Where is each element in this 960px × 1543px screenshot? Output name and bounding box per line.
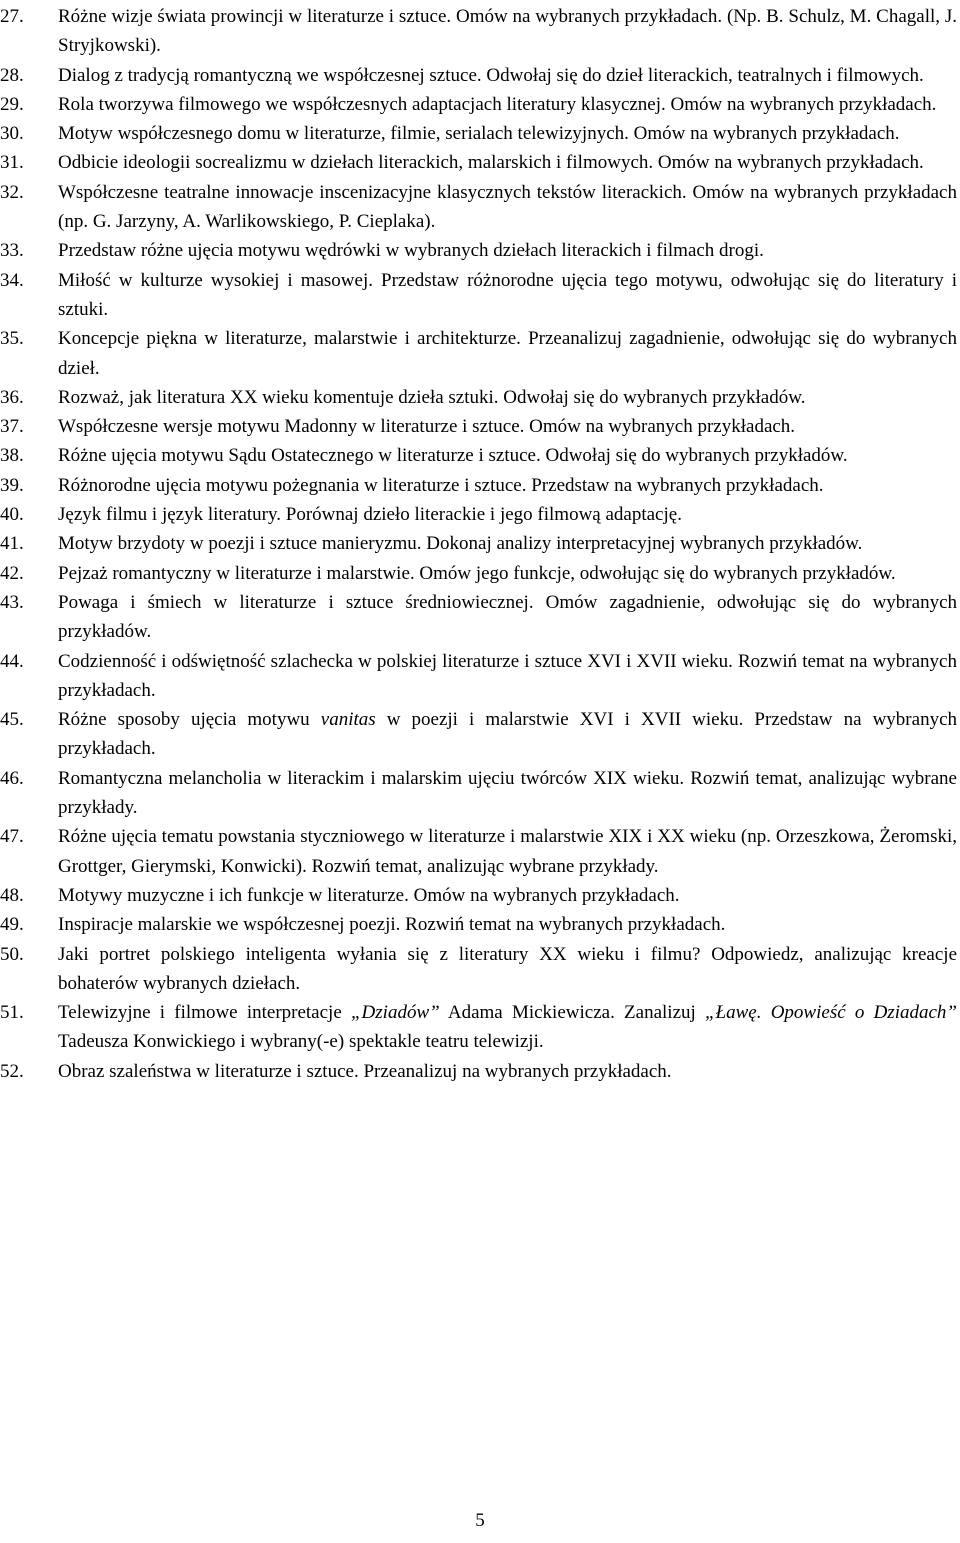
list-item [0, 412, 957, 441]
item-text: Jaki portret polskiego inteligenta wyłania się z literatury XX wieku i filmu? Odpowiedz, analizując kreacje bohaterów wybranych dziełach. [58, 943, 957, 994]
item-number: 50. [0, 943, 24, 965]
list-item [0, 471, 957, 500]
list-item [0, 148, 957, 177]
item-number: 34. [0, 269, 24, 291]
item-number: 32. [0, 181, 24, 203]
item-text: Obraz szaleństwa w literaturze i sztuce. Przeanalizuj na wybranych przykładach. [58, 1060, 672, 1082]
item-number: 29. [0, 93, 24, 115]
item-text: w poezji i malarstwie XVI i XVII wieku. Przedstaw na wybranych przykładach. [58, 709, 958, 760]
item-text: Różnorodne ujęcia motywu pożegnania w literaturze i sztuce. Przedstaw na wybranych przykładach. [58, 474, 824, 496]
item-number: 37. [0, 416, 24, 438]
item-text: Różne wizje świata prowincji w literaturze i sztuce. Omów na wybranych przykładach. (Np. B. Schulz, M. Chagall, J. Stryjkowski). [58, 6, 957, 57]
item-text: Telewizyjne i filmowe interpretacje [58, 1002, 351, 1024]
item-text: Dialog z tradycją romantyczną we współczesnej sztuce. Odwołaj się do dzieł literackich, teatralnych i filmowych. [58, 64, 924, 86]
item-number: 44. [0, 650, 24, 672]
list-item [0, 236, 957, 265]
item-number: 40. [0, 504, 24, 526]
list-item [0, 705, 958, 764]
item-text: Motyw współczesnego domu w literaturze, filmie, serialach telewizyjnych. Omów na wybranych przykładach. [58, 123, 900, 145]
item-number: 30. [0, 123, 24, 145]
list-item [0, 2, 957, 61]
item-text: Koncepcje piękna w literaturze, malarstwie i architekturze. Przeanalizuj zagadnienie, odwołując się do wybranych dzieł. [58, 328, 957, 379]
list-item [0, 588, 957, 647]
list-item [0, 178, 957, 237]
italic-title-text: vanitas [320, 709, 376, 731]
list-item [0, 324, 957, 383]
item-text: Miłość w kulturze wysokiej i masowej. Przedstaw różnorodne ujęcia tego motywu, odwołując się do literatury i sztuki. [58, 269, 957, 320]
italic-title-text: „Dziadów” [350, 1002, 440, 1024]
item-number: 36. [0, 386, 24, 408]
item-number: 47. [0, 826, 24, 848]
item-text: Powaga i śmiech w literaturze i sztuce średniowiecznej. Omów zagadnienie, odwołując się do wybranych przykładów. [58, 591, 957, 643]
item-number: 46. [0, 767, 24, 789]
item-number: 43. [0, 591, 24, 613]
list-item [0, 647, 957, 706]
list-item [0, 822, 957, 881]
item-text: Rola tworzywa filmowego we współczesnych adaptacjach literatury klasycznej. Omów na wybranych przykładach. [58, 93, 937, 115]
italic-title-text: „Ławę. Opowieść o Dziadach” [705, 1002, 957, 1024]
item-text: Różne ujęcia motywu Sądu Ostatecznego w literaturze i sztuce. Odwołaj się do wybranych przykładów. [58, 445, 848, 467]
item-number: 31. [0, 152, 24, 174]
item-number: 28. [0, 64, 24, 86]
item-number: 33. [0, 240, 24, 262]
item-text: Motyw brzydoty w poezji i sztuce manieryzmu. Dokonaj analizy interpretacyjnej wybranych przykładów. [58, 533, 863, 555]
item-number: 42. [0, 562, 24, 584]
topic-list [0, 2, 958, 1086]
item-number: 38. [0, 445, 24, 467]
item-text: Pejzaż romantyczny w literaturze i malarstwie. Omów jego funkcje, odwołując się do wybranych przykładów. [58, 562, 896, 584]
page-number: 5 [475, 1510, 485, 1531]
item-text: Język filmu i język literatury. Porównaj dzieło literackie i jego filmową adaptację. [58, 504, 682, 526]
item-text: Różne ujęcia tematu powstania styczniowego w literaturze i malarstwie XIX i XX wieku (np. Orzeszkowa, Żeromski, Grottger, Gierymski, Konwicki). Rozwiń temat, analizując wybrane przykłady. [58, 826, 957, 877]
item-number: 39. [0, 474, 24, 496]
list-item [0, 61, 957, 90]
item-text: Współczesne wersje motywu Madonny w literaturze i sztuce. Omów na wybranych przykładach. [58, 416, 796, 438]
list-item [0, 500, 957, 529]
list-item [0, 1057, 957, 1086]
list-item [0, 90, 957, 119]
list-item [0, 119, 957, 148]
item-text: Rozważ, jak literatura XX wieku komentuje dzieła sztuki. Odwołaj się do wybranych przykładów. [58, 386, 806, 408]
list-item [0, 266, 957, 325]
list-item [0, 881, 957, 910]
item-text: Romantyczna melancholia w literackim i malarskim ujęciu twórców XIX wieku. Rozwiń temat, analizując wybrane przykłady. [58, 767, 957, 819]
list-item [0, 383, 957, 412]
item-number: 48. [0, 884, 24, 906]
item-text: Inspiracje malarskie we współczesnej poezji. Rozwiń temat na wybranych przykładach. [58, 914, 726, 936]
list-item [0, 441, 957, 470]
item-text: Przedstaw różne ujęcia motywu wędrówki w wybranych dziełach literackich i filmach drogi. [58, 240, 764, 262]
list-item [0, 910, 957, 939]
item-number: 52. [0, 1060, 24, 1082]
item-text: Codzienność i odświętność szlachecka w polskiej literaturze i sztuce XVI i XVII wieku. Rozwiń temat na wybranych przykładach. [58, 650, 957, 701]
item-number: 41. [0, 533, 24, 555]
list-item [0, 998, 957, 1057]
item-text: Współczesne teatralne innowacje inscenizacyjne klasycznych tekstów literackich. Omów na wybranych przykładach (np. G. Jarzyny, A. Warlikowskiego, P. Cieplaka). [58, 181, 957, 233]
item-number: 45. [0, 709, 24, 731]
item-text: Różne sposoby ujęcia motywu [58, 709, 321, 731]
list-item [0, 529, 957, 558]
item-text: Motywy muzyczne i ich funkcje w literaturze. Omów na wybranych przykładach. [58, 884, 680, 906]
item-number: 49. [0, 914, 24, 936]
list-item [0, 559, 957, 588]
list-item [0, 940, 957, 999]
item-number: 35. [0, 328, 24, 350]
item-text: Tadeusza Konwickiego i wybrany(-e) spektakle teatru telewizji. [58, 1031, 544, 1053]
list-item [0, 764, 957, 823]
item-number: 27. [0, 6, 24, 27]
item-text: Odbicie ideologii socrealizmu w dziełach literackich, malarskich i filmowych. Omów na wybranych przykładach. [58, 152, 924, 174]
item-number: 51. [0, 1002, 24, 1024]
item-text: Adama Mickiewicza. Zanalizuj [439, 1002, 705, 1024]
